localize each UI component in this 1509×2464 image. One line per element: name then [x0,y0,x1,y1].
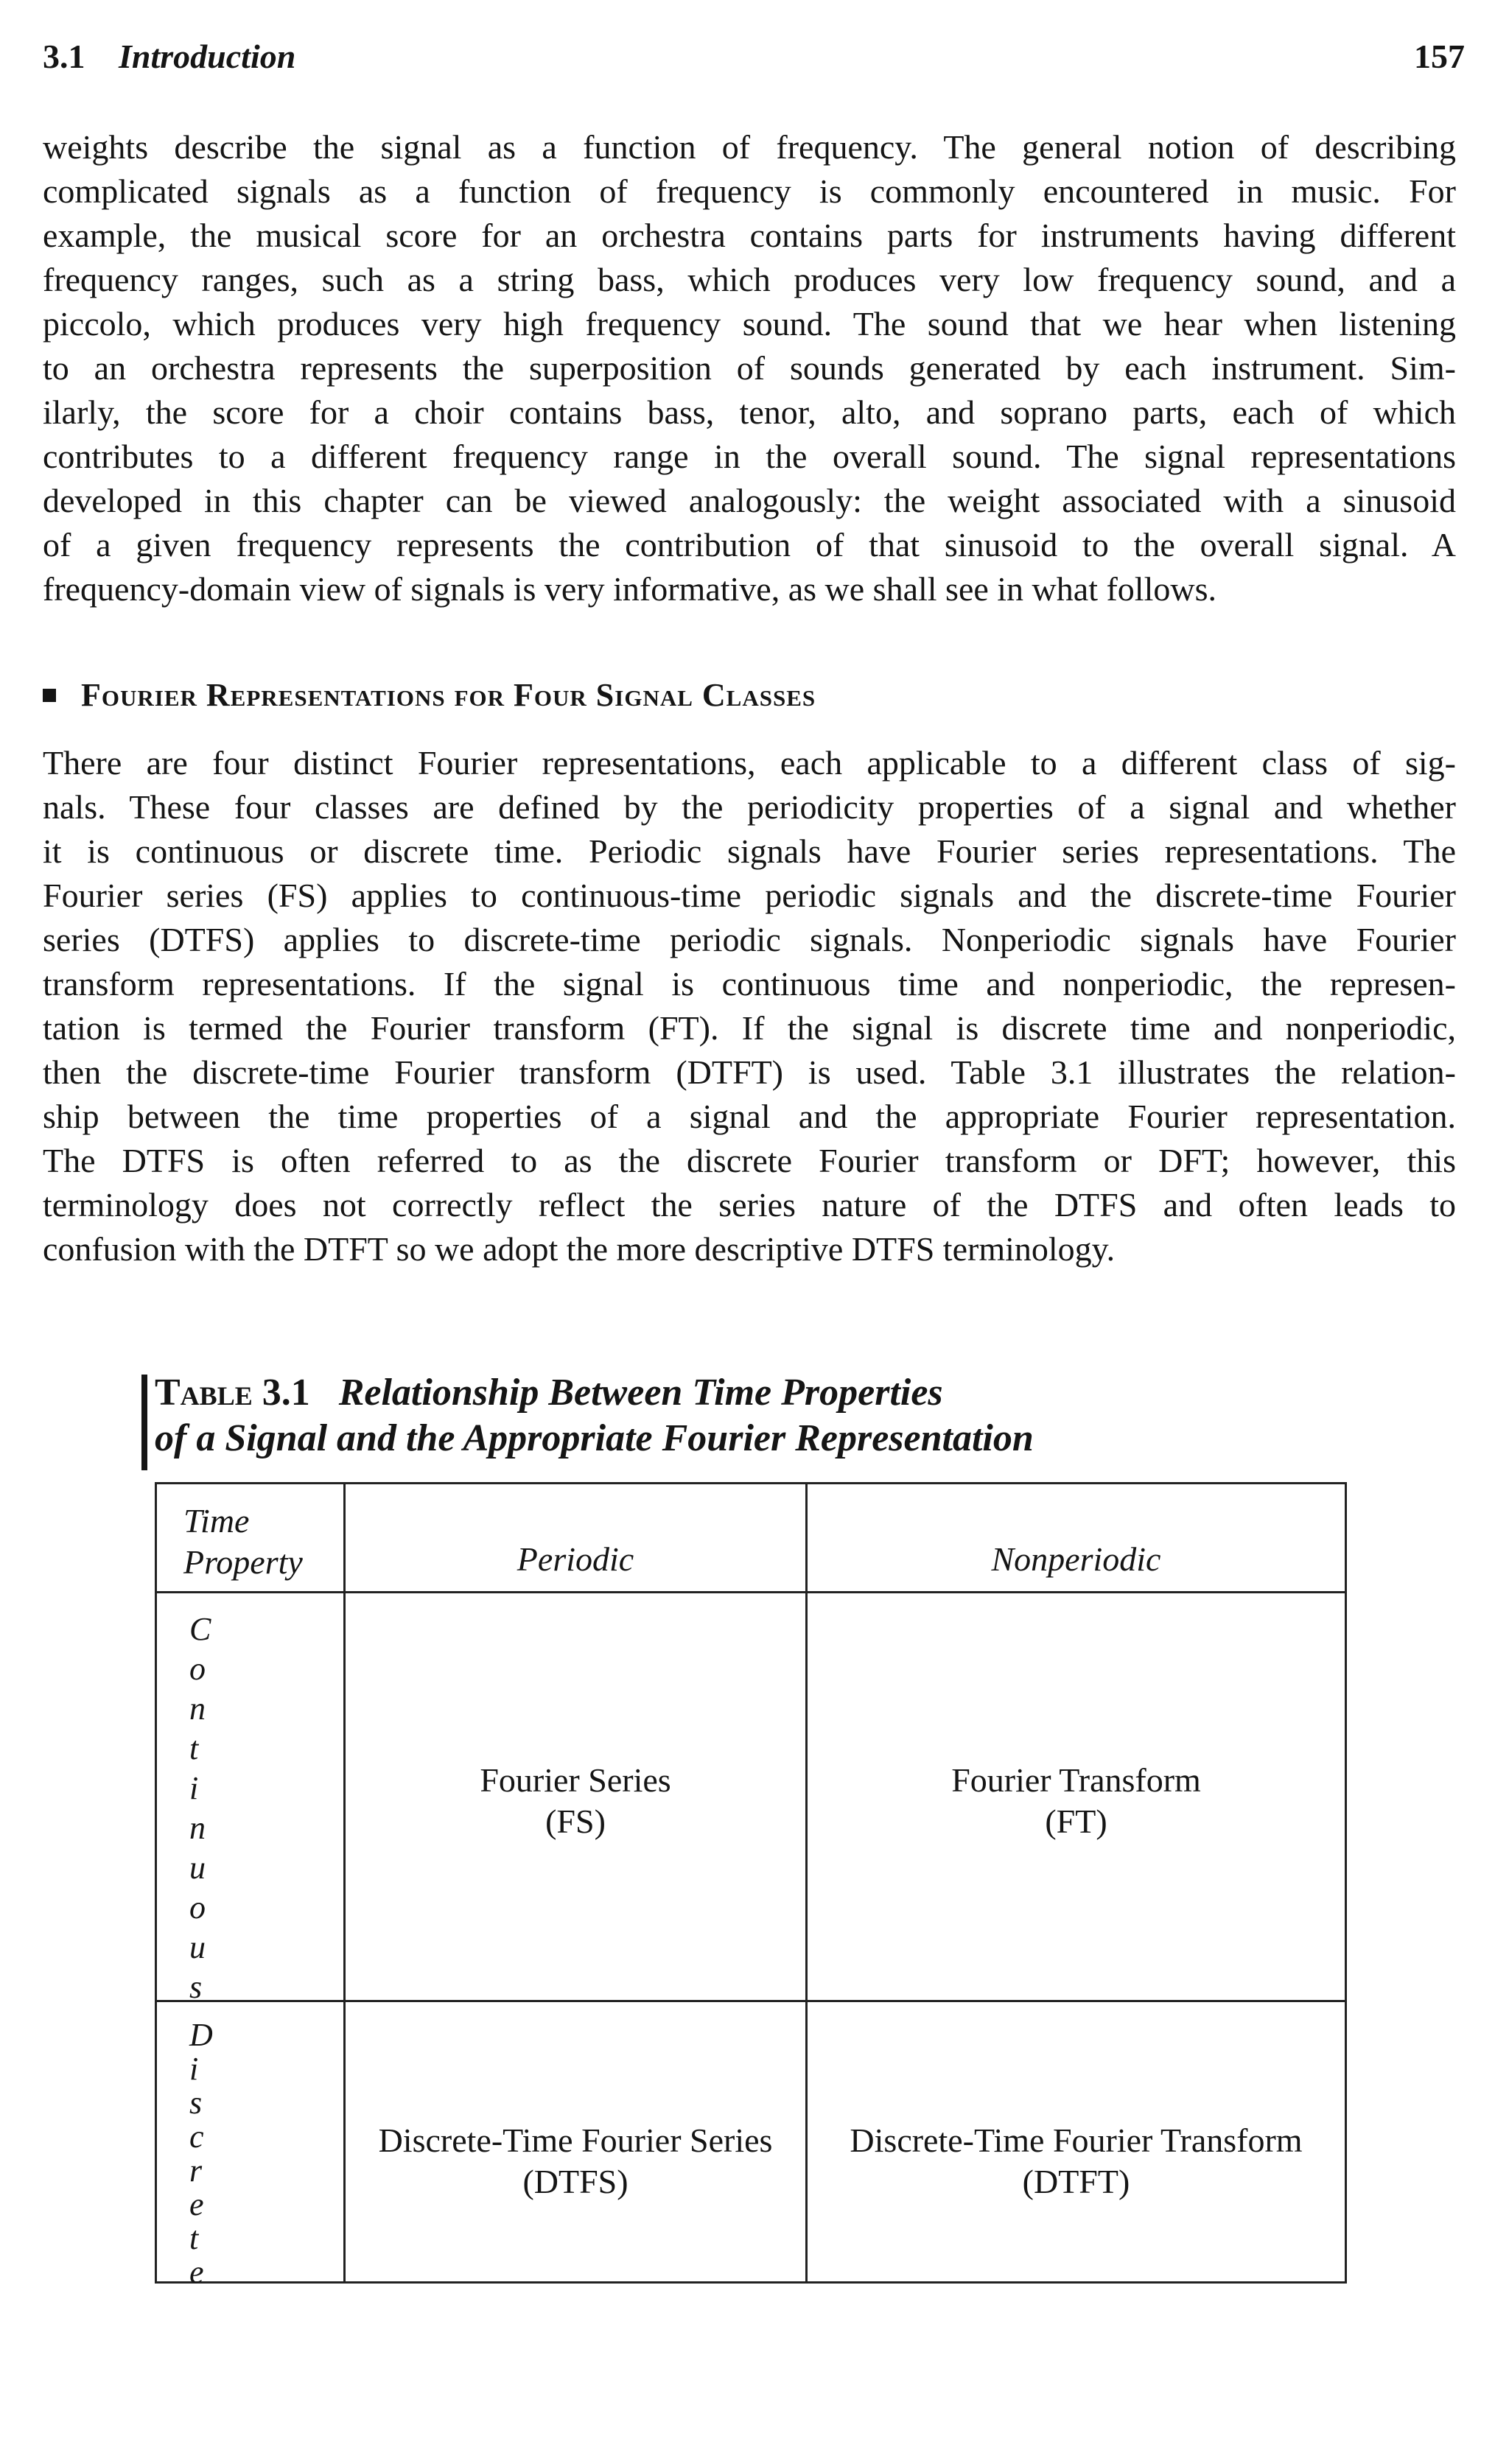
cell-text: (FT) [1045,1803,1107,1840]
header-cell-periodic [346,1484,805,1591]
table-row-discrete [157,2002,1345,2290]
text-line: developed in this chapter can be viewed analogously: the weight associated with a sinusoid [43,482,1456,519]
label-letter: o [189,1651,206,1687]
table-caption [155,1370,1334,1461]
label-letter: n [189,1810,206,1846]
cell-text: Discrete-Time Fourier Transform [850,2121,1303,2159]
text-line: transform representations. If the signal is continuous time and nonperiodic, the represen- [43,965,1456,1003]
label-letter: t [189,2220,199,2256]
fourier-representation-table [155,1482,1347,2290]
section-paragraph [43,741,1456,1271]
cell-text: Fourier Transform [951,1761,1201,1799]
text-line: nals. These four classes are defined by the periodicity properties of a signal and whether [43,788,1456,826]
table-title-line-1: Relationship Between Time Properties [338,1372,943,1414]
text-line: it is continuous or discrete time. Periodic signals have Fourier series representations. The [43,832,1456,870]
text-line: terminology does not correctly reflect the series nature of the DTFS and often leads to [43,1186,1456,1224]
table-title-line-2: of a Signal and the Appropriate Fourier Representation [155,1417,1034,1459]
text-line: complicated signals as a function of frequency is commonly encountered in music. For [43,172,1456,210]
table-cell-fs [346,1593,805,2000]
text-line: example, the musical score for an orchestra contains parts for instruments having different [43,217,1456,254]
table-header-row [157,1484,1345,1593]
table-cell-ft [808,1593,1345,2000]
label-letter: u [189,1850,206,1886]
table-cell-dtfs [346,2002,805,2281]
header-text: Property [183,1543,303,1581]
table-label: Table 3.1 [155,1372,310,1414]
section-heading [43,676,816,714]
label-letter: i [189,1770,199,1806]
label-letter: C [189,1611,211,1647]
text-line: weights describe the signal as a function of frequency. The general notion of describing [43,128,1456,166]
label-letter: s [189,2085,203,2121]
table-cell-dtft [808,2002,1345,2281]
text-line: piccolo, which produces very high frequency sound. The sound that we hear when listening [43,305,1456,343]
text-line: confusion with the DTFT so we adopt the more descriptive DTFS terminology. [43,1230,1116,1268]
text-line: There are four distinct Fourier representations, each applicable to a different class of sig- [43,744,1456,782]
label-letter: t [189,1730,199,1766]
label-letter: c [189,2119,204,2155]
text-line: then the discrete-time Fourier transform (DTFT) is used. Table 3.1 illustrates the relation- [43,1053,1456,1091]
label-letter: e [189,2186,204,2222]
section-number: 3.1 [43,38,85,75]
running-head [43,37,1465,81]
intro-paragraph [43,125,1456,611]
text-line: Fourier series (FS) applies to continuous-time periodic signals and the discrete-time Fourier [43,877,1456,914]
label-letter: D [189,2017,213,2053]
section-reference [43,37,295,76]
label-letter: r [189,2152,203,2189]
page-number: 157 [1414,38,1465,75]
label-letter: n [189,1691,206,1727]
text-line: tation is termed the Fourier transform (FT). If the signal is discrete time and nonperiodic, [43,1009,1456,1047]
header-cell-time-property [157,1484,343,1591]
text-line: of a given frequency represents the contribution of that sinusoid to the overall signal. A [43,526,1456,564]
header-text: Time [183,1502,250,1540]
vertical-row-label [189,1610,211,2007]
header-cell-nonperiodic [808,1484,1345,1591]
caption-rule [141,1375,147,1470]
label-letter: s [189,1969,203,2005]
text-line: frequency ranges, such as a string bass, which produces very low frequency sound, and a [43,261,1456,298]
cell-text: (DTFT) [1022,2163,1130,2200]
cell-text: (DTFS) [522,2163,629,2200]
text-line: The DTFS is often referred to as the discrete Fourier transform or DFT; however, this [43,1142,1456,1179]
label-letter: e [189,2254,204,2290]
label-letter: o [189,1889,206,1926]
label-letter: i [189,2051,199,2087]
cell-text: Discrete-Time Fourier Series [378,2121,773,2159]
text-line: series (DTFS) applies to discrete-time periodic signals. Nonperiodic signals have Fourier [43,921,1456,958]
text-line: ilarly, the score for a choir contains bass, tenor, alto, and soprano parts, each of which [43,393,1456,431]
square-bullet-icon [43,689,56,702]
section-heading-text: Fourier Representations for Four Signal Classes [81,677,816,713]
text-line: frequency-domain view of signals is very informative, as we shall see in what follows. [43,570,1216,608]
cell-text: (FS) [545,1803,606,1840]
text-line: contributes to a different frequency range in the overall sound. The signal representations [43,438,1456,475]
text-line: ship between the time properties of a signal and the appropriate Fourier representation. [43,1098,1456,1135]
header-text: Nonperiodic [991,1540,1161,1578]
text-line: to an orchestra represents the superposition of sounds generated by each instrument. Sim- [43,349,1456,387]
row-label-cell [157,2002,343,2290]
row-label-cell [157,1593,343,2005]
header-text: Periodic [517,1540,634,1578]
table-row-continuous [157,1593,1345,2005]
section-title: Introduction [119,38,296,75]
label-letter: u [189,1929,206,1965]
cell-text: Fourier Series [480,1761,671,1799]
vertical-row-label [189,2018,213,2289]
